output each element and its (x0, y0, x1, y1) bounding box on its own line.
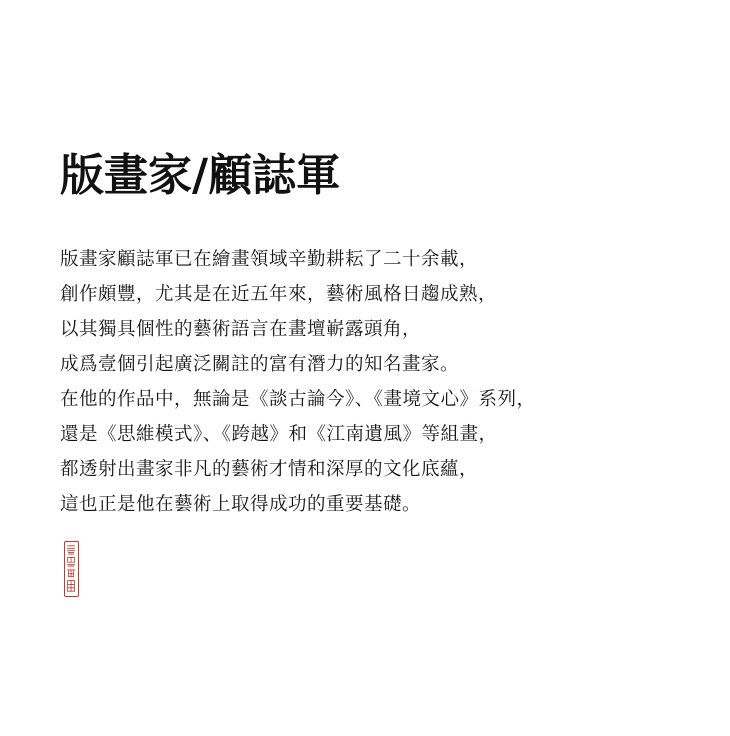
text-line: 成爲壹個引起廣泛關註的富有潛力的知名畫家。 (60, 354, 460, 375)
page-title: 版畫家/顧誌軍 (60, 150, 341, 201)
red-seal-stamp-icon (64, 541, 79, 597)
text-line: 創作頗豐，尤其是在近五年來，藝術風格日趨成熟， (60, 284, 498, 305)
text-line: 還是《思維模式》、《跨越》和《江南遺風》等組畫， (60, 424, 498, 445)
biography-text (60, 242, 680, 522)
text-line: 在他的作品中，無論是《談古論今》、《畫境文心》系列， (60, 389, 536, 410)
text-line: 都透射出畫家非凡的藝術才情和深厚的文化底蘊， (60, 459, 479, 480)
text-line: 這也正是他在藝術上取得成功的重要基礎。 (60, 494, 422, 515)
text-line: 版畫家顧誌軍已在繪畫領域辛勤耕耘了二十余載， (60, 249, 479, 270)
text-line: 以其獨具個性的藝術語言在畫壇嶄露頭角， (60, 319, 422, 340)
